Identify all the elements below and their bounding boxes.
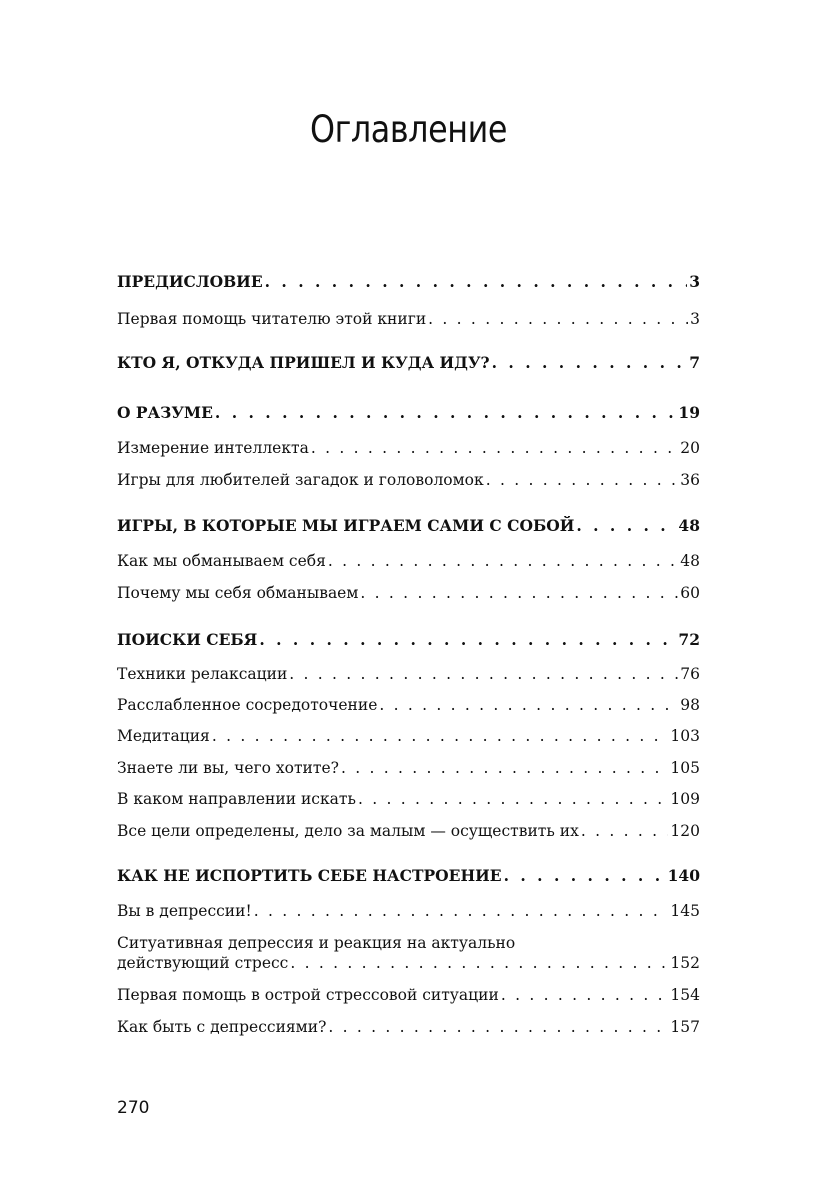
toc-entry-title: Вы в депрессии!	[117, 902, 252, 920]
toc-entry-page: 120	[670, 822, 700, 840]
toc-entry-page: 103	[670, 727, 700, 745]
toc-subentry[interactable]	[117, 1017, 700, 1037]
toc-entry-page: 152	[670, 954, 700, 972]
toc-entry-title: Первая помощь в острой стрессовой ситуации	[117, 986, 499, 1004]
toc-subentry[interactable]	[117, 789, 700, 809]
toc-subentry[interactable]	[117, 821, 700, 841]
toc-entry-page: 105	[670, 759, 700, 777]
toc-entry-title: ПРЕДИСЛОВИЕ	[117, 272, 263, 291]
dot-leader	[289, 664, 678, 684]
toc-entry-title: ПОИСКИ СЕБЯ	[117, 630, 258, 649]
dot-leader	[379, 695, 678, 715]
toc-entry-page: 3	[690, 310, 700, 328]
toc-entry-title: КТО Я, ОТКУДА ПРИШЕЛ И КУДА ИДУ?	[117, 353, 490, 372]
toc-entry-page: 140	[667, 866, 700, 885]
toc-entry-title: Техники релаксации	[117, 665, 288, 683]
toc-section[interactable]	[117, 403, 700, 423]
dot-leader	[504, 866, 666, 886]
dot-leader	[290, 953, 668, 973]
dot-leader	[328, 551, 678, 571]
toc-entry-page: 98	[680, 696, 700, 714]
toc-subentry[interactable]	[117, 901, 700, 921]
toc-entry-title: Первая помощь читателю этой книги	[117, 310, 427, 328]
toc-entry-page: 48	[678, 516, 700, 535]
dot-leader	[212, 726, 669, 746]
toc-entry-title: Почему мы себя обманываем	[117, 584, 359, 602]
toc-subentry[interactable]	[117, 985, 700, 1005]
toc-entry-title: Медитация	[117, 727, 210, 745]
dot-leader	[341, 758, 668, 778]
toc-entry-title: О РАЗУМЕ	[117, 403, 213, 422]
toc-subentry[interactable]	[117, 438, 700, 458]
toc-entry-page: 145	[670, 902, 700, 920]
dot-leader	[428, 309, 688, 329]
toc-entry-page: 76	[680, 665, 700, 683]
toc-subentry[interactable]	[117, 758, 700, 778]
dot-leader	[311, 438, 678, 458]
toc-subentry[interactable]	[117, 470, 700, 490]
toc-entry-page: 20	[680, 439, 700, 457]
toc-subentry[interactable]	[117, 695, 700, 715]
toc-subentry-multiline[interactable]	[117, 933, 700, 973]
toc-section[interactable]	[117, 516, 700, 536]
toc-section[interactable]	[117, 353, 700, 373]
toc-entry-continuation	[117, 953, 700, 973]
dot-leader	[492, 353, 688, 373]
toc-subentry[interactable]	[117, 551, 700, 571]
toc-entry-title: КАК НЕ ИСПОРТИТЬ СЕБЕ НАСТРОЕНИЕ	[117, 866, 502, 885]
toc-entry-page: 72	[678, 630, 700, 649]
dot-leader	[581, 821, 669, 841]
dot-leader	[360, 583, 678, 603]
toc-entry-title: Знаете ли вы, чего хотите?	[117, 759, 339, 777]
toc-entry-title: Как мы обманываем себя	[117, 552, 326, 570]
dot-leader	[328, 1017, 668, 1037]
toc-entry-title: Измерение интеллекта	[117, 439, 309, 457]
dot-leader	[215, 403, 677, 423]
toc-entry-title-line1: Ситуативная депрессия и реакция на актуально	[117, 934, 516, 952]
toc-entry-title: В каком направлении искать	[117, 790, 356, 808]
toc-entry-page: 109	[670, 790, 700, 808]
toc-entry-title: Игры для любителей загадок и головоломок	[117, 471, 484, 489]
dot-leader	[501, 985, 669, 1005]
toc-section[interactable]	[117, 630, 700, 650]
dot-leader	[259, 630, 676, 650]
toc-entry-page: 19	[678, 403, 700, 422]
toc-entry-title: Все цели определены, дело за малым — осуществить их	[117, 822, 579, 840]
page-number: 270	[117, 1098, 150, 1118]
dot-leader	[254, 901, 669, 921]
toc-section[interactable]	[117, 866, 700, 886]
toc-entry-page: 36	[680, 471, 700, 489]
toc-entry-title: Расслабленное сосредоточение	[117, 696, 378, 714]
dot-leader	[265, 272, 688, 292]
toc-entry-page: 3	[689, 272, 700, 291]
dot-leader	[576, 516, 676, 536]
toc-entry-title: ИГРЫ, В КОТОРЫЕ МЫ ИГРАЕМ САМИ С СОБОЙ	[117, 516, 575, 535]
toc-entry-page: 48	[680, 552, 700, 570]
page-title: Оглавление	[309, 108, 508, 151]
toc-entry-page: 7	[689, 353, 700, 372]
toc-entry-page: 157	[670, 1018, 700, 1036]
toc-entry-title-line2: действующий стресс	[117, 954, 289, 972]
toc-entry-page: 60	[680, 584, 700, 602]
toc-section-preface[interactable]	[117, 272, 700, 292]
dot-leader	[358, 789, 668, 809]
table-of-contents	[117, 267, 700, 1037]
toc-subentry[interactable]	[117, 309, 700, 329]
toc-entry-title: Как быть с депрессиями?	[117, 1018, 327, 1036]
toc-subentry[interactable]	[117, 726, 700, 746]
toc-subentry[interactable]	[117, 664, 700, 684]
dot-leader	[486, 470, 679, 490]
toc-subentry[interactable]	[117, 583, 700, 603]
toc-entry-page: 154	[670, 986, 700, 1004]
